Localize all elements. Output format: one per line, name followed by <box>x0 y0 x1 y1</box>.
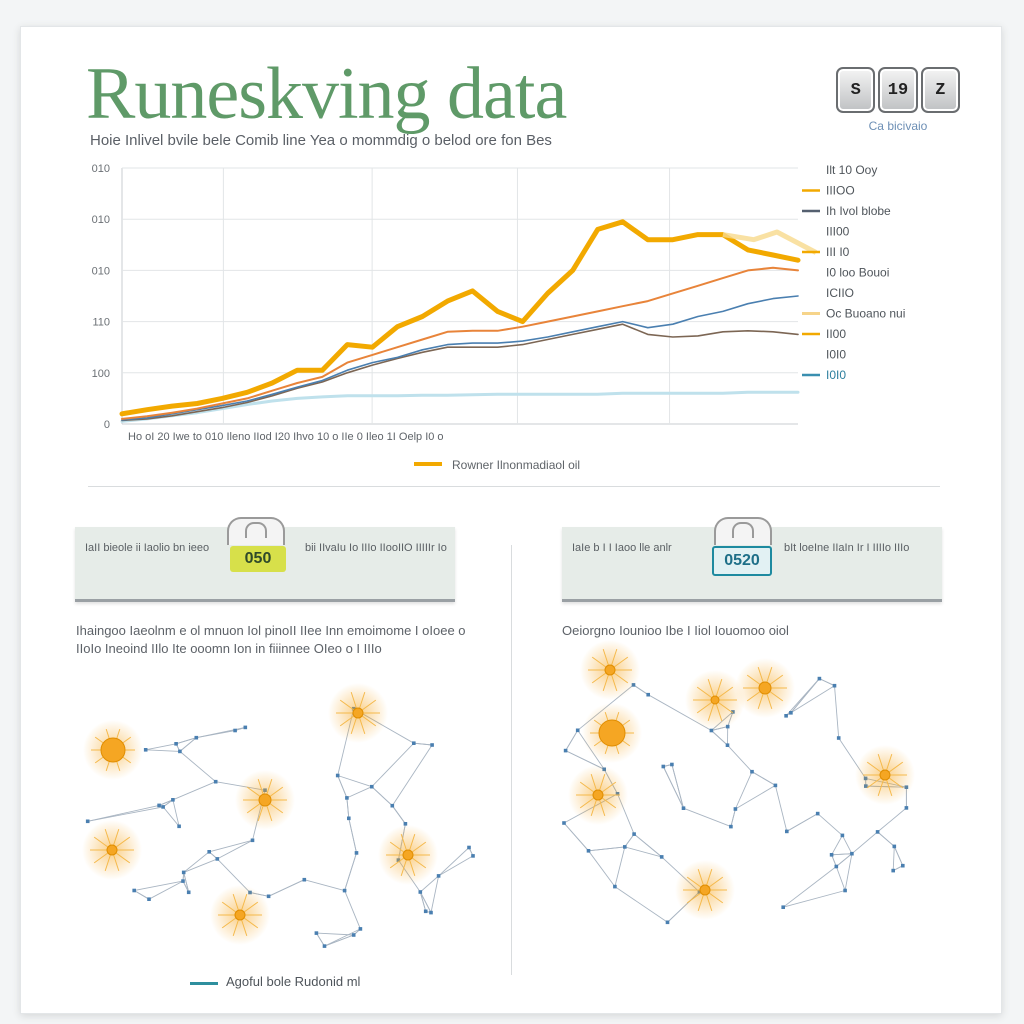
network-edge <box>625 834 634 847</box>
network-edge <box>146 744 176 750</box>
network-edge <box>783 867 836 908</box>
network-edge <box>134 891 149 900</box>
network-edge <box>316 933 324 946</box>
network-edge <box>894 846 903 865</box>
hub-node <box>880 770 890 780</box>
network-node <box>876 830 880 834</box>
y-tick-label: 010 <box>91 214 110 227</box>
network-node <box>835 865 839 869</box>
network-node <box>660 855 664 859</box>
network-edge <box>146 750 180 752</box>
network-node <box>613 885 617 889</box>
network-node <box>837 736 841 740</box>
page-subtitle: Hoie Inlivel bvile bele Comib line Yea o mommdig o belod ore fon Bes <box>90 132 552 149</box>
network-node <box>419 890 423 894</box>
hub-node <box>711 696 719 704</box>
y-tick-label: 010 <box>91 265 110 278</box>
network-node <box>781 905 785 909</box>
badge-3[interactable]: Z <box>921 67 960 113</box>
network-node <box>336 774 340 778</box>
legend-entry: II00 <box>826 327 847 341</box>
network-node <box>157 804 161 808</box>
network-edge <box>184 859 218 873</box>
network-node <box>412 741 416 745</box>
network-edge <box>180 751 216 781</box>
legend-entry: I0I0 <box>826 347 847 362</box>
network-node <box>729 825 733 829</box>
panel-caption-right: Oeiorgno Iounioo Ibe I Iiol Iouomoo oiol <box>562 623 789 638</box>
network-node <box>86 820 90 824</box>
panel-caption-left: Ihaingoo Iaeolnm e ol mnuon Iol pinoII IIee Inn emoimome I oIoee o IIoIo Ineoind IIlo Ite ooomn Ion in fiiinnee OIeo o I IIIo <box>76 623 466 656</box>
network-edge <box>845 854 852 891</box>
network-node <box>893 845 897 849</box>
network-node <box>132 889 136 893</box>
legend-entry: Ih Ivol blobe <box>826 204 891 218</box>
hub-node <box>700 885 710 895</box>
network-node <box>214 780 218 784</box>
network-node <box>323 944 327 948</box>
network-node <box>174 742 178 746</box>
hub-node <box>353 708 363 718</box>
network-edge <box>338 776 372 787</box>
network-node <box>587 849 591 853</box>
network-node <box>830 853 834 857</box>
y-tick-label: 110 <box>92 316 110 329</box>
network-node <box>216 857 220 861</box>
network-edge <box>338 776 347 798</box>
legend-entry: III I0 <box>826 245 850 259</box>
network-node <box>891 869 895 873</box>
y-tick-label: 0 <box>103 419 110 431</box>
network-node <box>345 796 349 800</box>
network-node <box>355 851 359 855</box>
network-node <box>315 931 319 935</box>
network-node <box>576 729 580 733</box>
network-edge <box>783 891 845 908</box>
network-edge <box>684 808 731 826</box>
network-node <box>843 889 847 893</box>
network-edge <box>893 846 894 870</box>
x-tick-labels: Ho oI 20 Iwe to 010 Ileno IIod I20 Ihvo 10 o IIe 0 Ileo 1I Oelp I0 o <box>128 431 444 443</box>
network-node <box>662 765 666 769</box>
network-node <box>670 763 674 767</box>
page-title: Runeskving data <box>86 53 567 135</box>
hub-node <box>759 682 771 694</box>
network-node <box>682 806 686 810</box>
footer-legend-label: Agoful bole Rudonid ml <box>226 974 361 989</box>
bottom-legend-label: Rowner Ilnonmadiaol oil <box>452 458 581 472</box>
network-edge <box>615 847 625 887</box>
network-edge <box>325 929 361 946</box>
network-node <box>833 684 837 688</box>
hub-node <box>101 738 125 762</box>
legend-entry: III00 <box>826 224 850 239</box>
network-edge <box>439 848 469 876</box>
network-edge <box>735 785 775 809</box>
hub-node <box>235 910 245 920</box>
network-node <box>147 897 151 901</box>
network-node <box>841 834 845 838</box>
network-edge <box>878 808 907 832</box>
network-node <box>789 711 793 715</box>
hub-node <box>403 850 413 860</box>
network-node <box>734 807 738 811</box>
network-edge <box>347 787 372 798</box>
network-node <box>562 821 566 825</box>
network-node <box>623 845 627 849</box>
network-edge <box>414 743 432 745</box>
hub-node <box>107 845 117 855</box>
network-edge <box>349 818 357 853</box>
network-node <box>171 798 175 802</box>
network-node <box>437 874 441 878</box>
legend-entry: Ilt 10 Ooy <box>826 163 878 177</box>
network-node <box>195 736 199 740</box>
network-edge <box>564 823 589 851</box>
network-node <box>632 832 636 836</box>
network-node <box>233 729 237 733</box>
network-edge <box>819 679 834 686</box>
network-node <box>901 864 905 868</box>
network-edge <box>852 832 878 854</box>
network-edge <box>209 840 252 852</box>
network-edge <box>735 772 752 809</box>
network-node <box>303 878 307 882</box>
network-edge <box>832 835 843 854</box>
footer-legend-swatch <box>190 982 218 985</box>
network-node <box>646 693 650 697</box>
network-node <box>391 804 395 808</box>
network-edge <box>372 743 414 787</box>
network-edge <box>752 772 775 786</box>
network-edge <box>818 814 843 836</box>
network-node <box>564 749 568 753</box>
network-edge <box>345 891 361 929</box>
network-edge <box>269 880 305 897</box>
hub-node <box>605 665 615 675</box>
badge-1[interactable]: S <box>836 67 875 113</box>
stat-badge-right: 0520 <box>712 546 772 576</box>
banner-right-text: bii IIvaIu Io IIIo IIooIIO IIIIIr Io <box>305 542 447 554</box>
network-edge <box>217 840 252 859</box>
network-node <box>347 817 351 821</box>
network-edge <box>347 798 349 818</box>
legend-entry: IIIOO <box>826 183 855 198</box>
badge-2[interactable]: 19 <box>878 67 917 113</box>
stat-badge-left: 050 <box>230 546 286 572</box>
legend-entry: I0I0 <box>826 368 847 382</box>
network-edge <box>88 807 163 821</box>
network-edge <box>842 835 852 853</box>
network-node <box>818 677 822 681</box>
network-edge <box>134 881 183 890</box>
legend-entry: Oc Buoano nui <box>826 306 906 321</box>
network-node <box>666 921 670 925</box>
network-edge <box>184 852 210 873</box>
network-edge <box>173 782 216 800</box>
network-edge <box>672 765 684 809</box>
network-node <box>178 750 182 754</box>
network-edge <box>878 832 895 847</box>
network-edge <box>304 880 344 891</box>
network-edge <box>775 785 786 831</box>
network-node <box>267 895 271 899</box>
network-node <box>244 726 248 730</box>
network-edge <box>589 851 615 887</box>
network-edge <box>787 814 818 832</box>
banner-left-text: IaIe b I I Iaoo lle anlr <box>572 542 672 554</box>
network-edge <box>835 686 839 738</box>
y-tick-label: 010 <box>91 163 110 175</box>
badge-caption: Ca bicivaio <box>868 119 928 133</box>
banner-left-text: IaII bieole ii Iaolio bn ieeo <box>85 542 210 554</box>
network-node <box>161 805 165 809</box>
network-edge <box>836 867 845 891</box>
network-node <box>784 714 788 718</box>
network-edge <box>149 881 183 899</box>
network-edge <box>589 847 625 851</box>
hub-node <box>259 794 271 806</box>
network-node <box>774 784 778 788</box>
network-node <box>182 871 186 875</box>
network-node <box>816 812 820 816</box>
network-node <box>343 889 347 893</box>
network-edge <box>615 887 668 923</box>
network-node <box>471 854 475 858</box>
network-edge <box>791 686 835 713</box>
network-edge <box>728 745 753 772</box>
network-node <box>144 748 148 752</box>
network-node <box>430 743 434 747</box>
network-node <box>726 743 730 747</box>
network-node <box>467 846 471 850</box>
network-node <box>850 852 854 856</box>
network-node <box>750 770 754 774</box>
network-node <box>251 839 255 843</box>
network-edge <box>196 731 235 738</box>
network-edge <box>392 806 405 824</box>
legend-entry: ICIIO <box>826 286 855 300</box>
network-node <box>424 910 428 914</box>
network-node <box>207 850 211 854</box>
network-edge <box>392 745 432 806</box>
network-node <box>352 933 356 937</box>
network-edge <box>372 787 393 806</box>
network-edge <box>634 685 649 695</box>
network-edge <box>832 854 852 855</box>
network-edge <box>731 809 736 827</box>
network-edge <box>711 731 727 746</box>
network-node <box>177 825 181 829</box>
banner-right-text: bIt loeIne IIaIn Ir I IIIIo IIIo <box>784 542 910 554</box>
network-node <box>905 806 909 810</box>
hub-node <box>593 790 603 800</box>
hub-node <box>599 720 625 746</box>
network-node <box>187 891 191 895</box>
network-node <box>429 911 433 915</box>
y-tick-label: 100 <box>91 367 110 380</box>
network-edge <box>663 767 683 809</box>
network-node <box>370 785 374 789</box>
network-edge <box>439 856 473 876</box>
legend-entry: I0 loo Bouoi <box>826 265 890 280</box>
network-node <box>181 879 185 883</box>
network-node <box>359 927 363 931</box>
network-node <box>785 830 789 834</box>
network-edge <box>566 730 578 750</box>
network-edge <box>345 853 357 891</box>
